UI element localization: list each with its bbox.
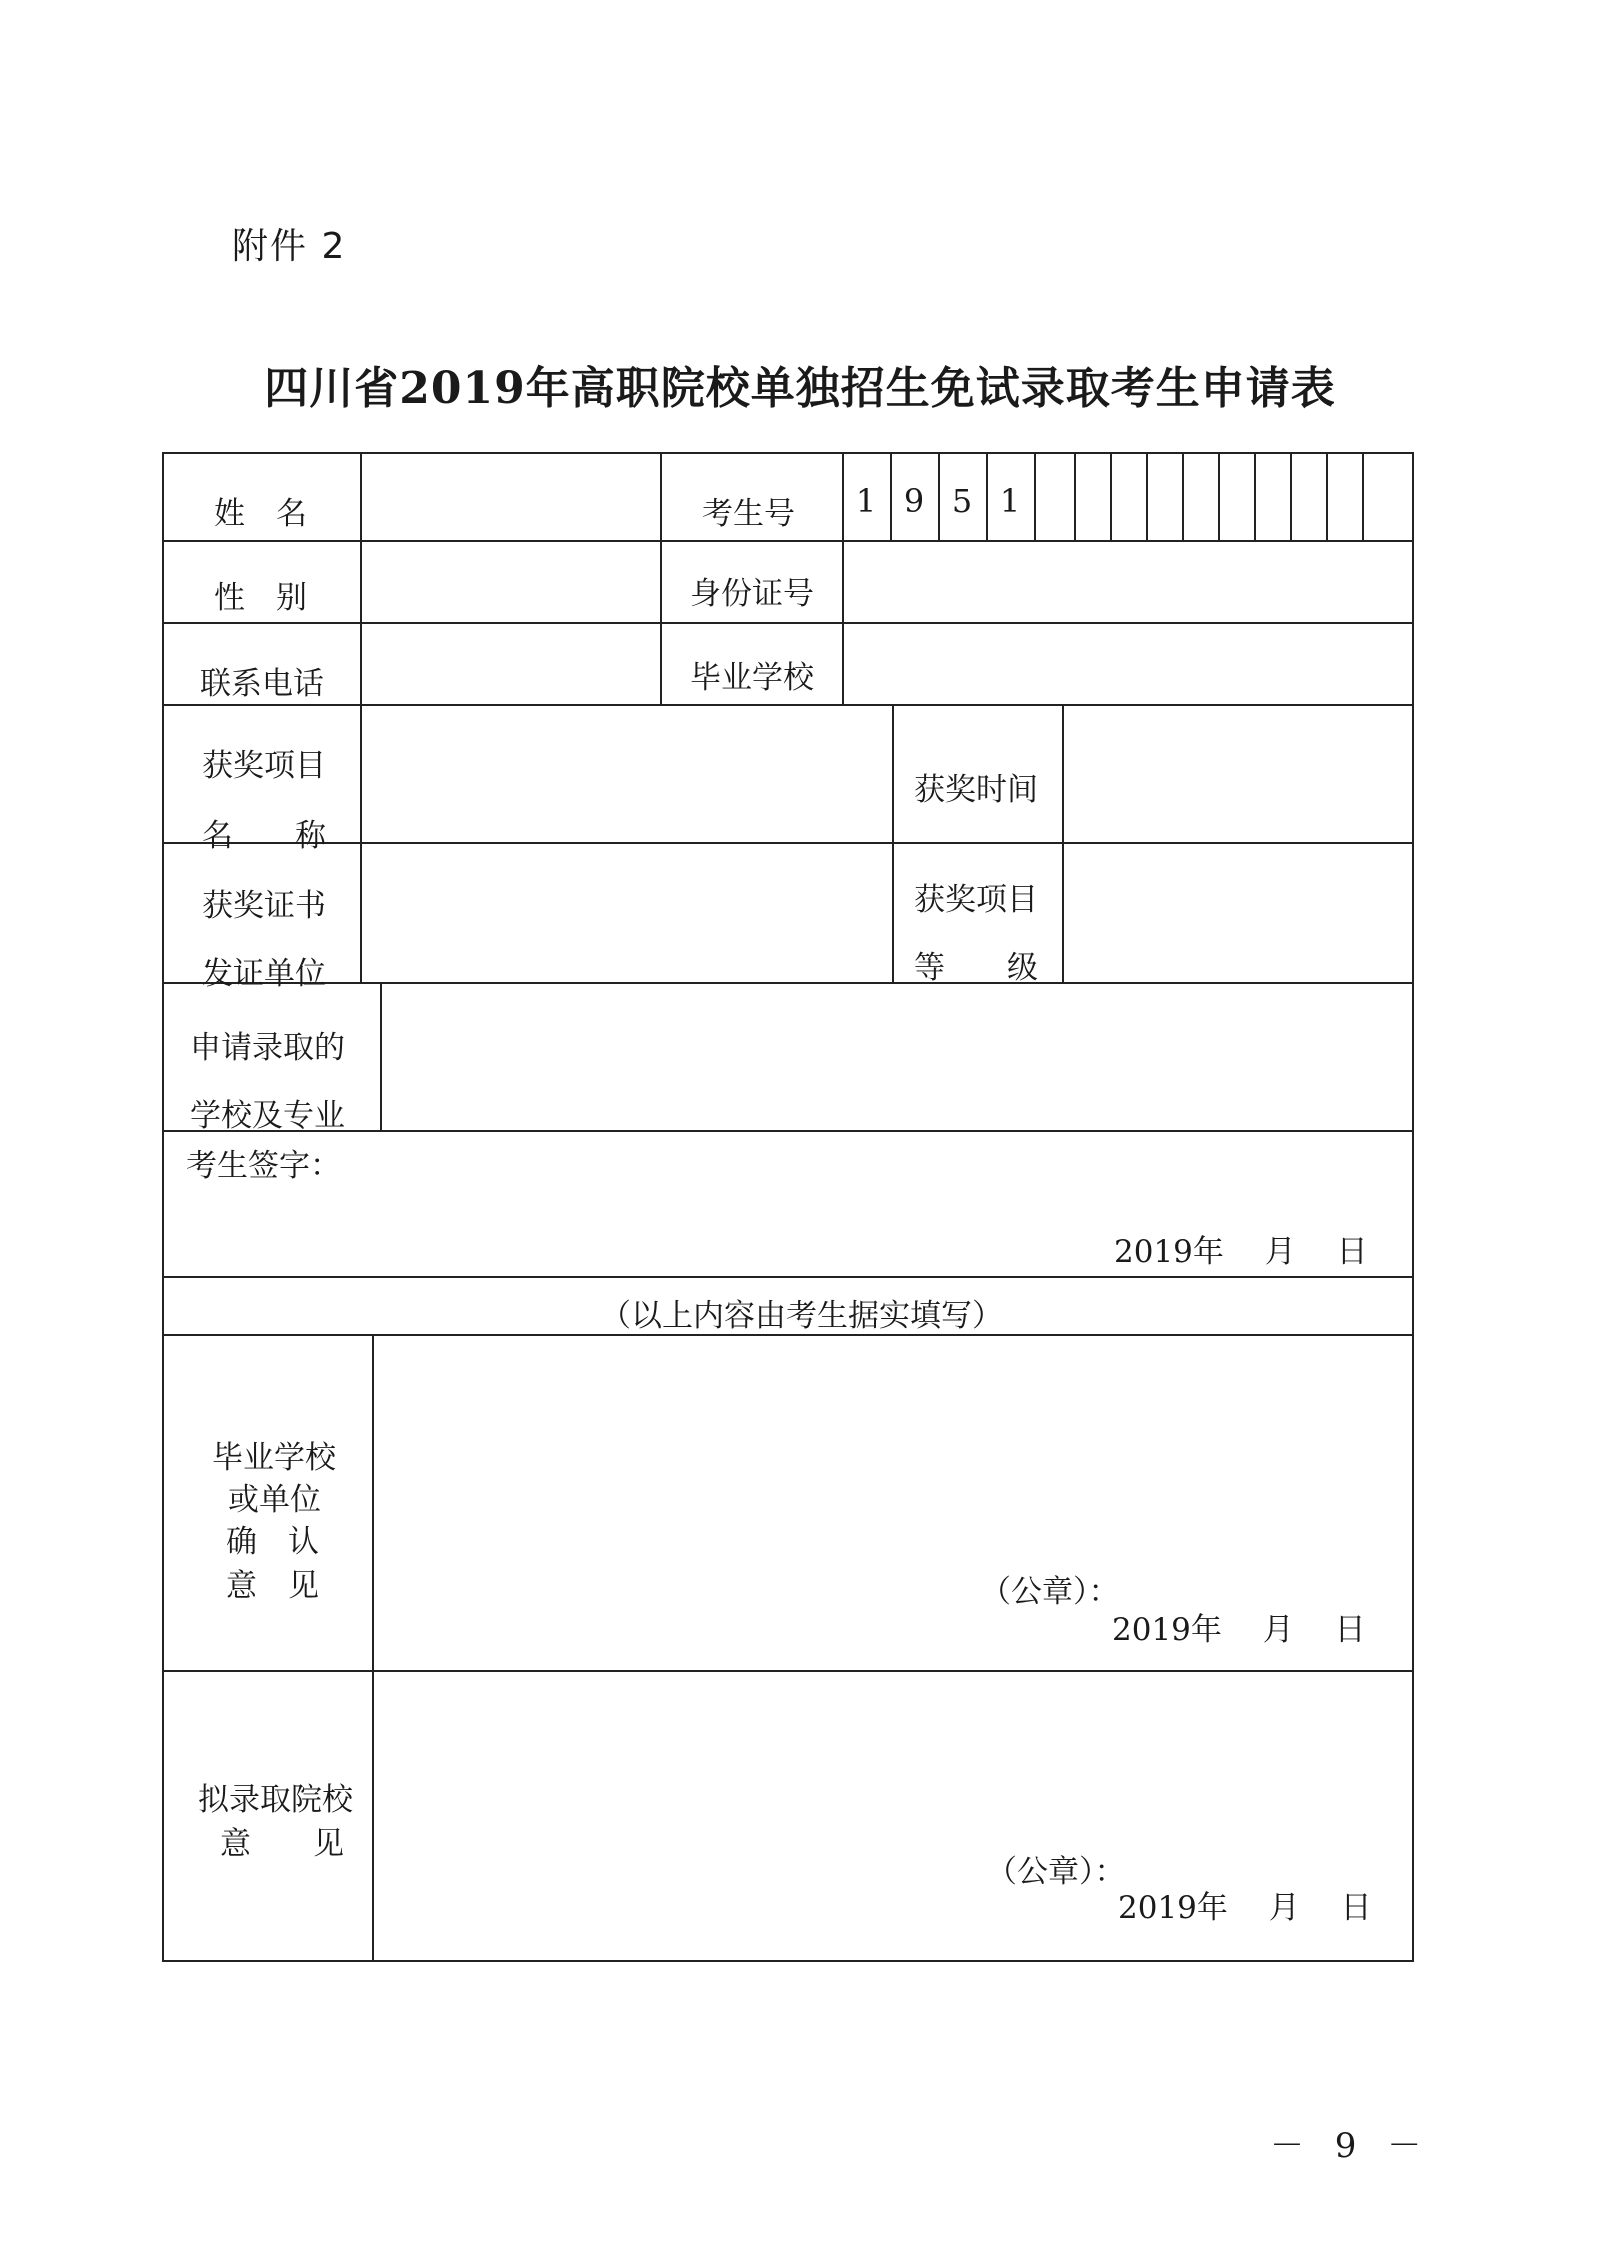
digit-box-line <box>1146 452 1148 540</box>
apply-school-label: 申请录取的 <box>190 1030 345 1066</box>
col-line <box>380 982 382 1130</box>
table-border-bottom <box>162 1960 1414 1962</box>
grad-confirm-label: 确 认 <box>226 1524 319 1560</box>
exam-no-digit: 1 <box>855 482 877 520</box>
row-line <box>162 540 1414 542</box>
grad-confirm-seal: （公章）： <box>980 1574 1120 1610</box>
attachment-label: 附件 2 <box>232 226 347 267</box>
award-time-label: 获奖时间 <box>914 772 1038 808</box>
digit-box-line <box>1074 452 1076 540</box>
cert-issuer-label: 发证单位 <box>202 956 326 992</box>
cert-issuer-label: 获奖证书 <box>202 888 326 924</box>
admit-opinion-date: 2019年 月 日 <box>1118 1890 1372 1926</box>
digit-box-line <box>1326 452 1328 540</box>
signature-label: 考生签字： <box>186 1148 341 1184</box>
gender-label: 性 别 <box>214 580 307 616</box>
grad-confirm-label: 意 见 <box>226 1568 319 1604</box>
col-line <box>1062 704 1064 982</box>
digit-box-line <box>1290 452 1292 540</box>
school-label: 毕业学校 <box>690 660 814 696</box>
table-border-left <box>162 452 164 1962</box>
row-line <box>162 1130 1414 1132</box>
digit-box-line <box>1110 452 1112 540</box>
row-line <box>162 622 1414 624</box>
name-label: 姓 名 <box>214 496 307 532</box>
row-line <box>162 982 1414 984</box>
award-name-label: 名 称 <box>202 818 326 854</box>
table-border-top <box>162 452 1414 454</box>
exam-no-label: 考生号 <box>702 496 795 532</box>
digit-box-line <box>1034 452 1036 540</box>
row-line <box>162 842 1414 844</box>
digit-box-line <box>1362 452 1364 540</box>
id-number-label: 身份证号 <box>690 576 814 612</box>
admit-opinion-seal: （公章）： <box>986 1854 1126 1890</box>
apply-school-label: 学校及专业 <box>190 1098 345 1134</box>
col-line <box>360 452 362 982</box>
admit-opinion-label: 意 见 <box>220 1826 344 1862</box>
table-border-right <box>1412 452 1414 1962</box>
digit-box-line <box>1254 452 1256 540</box>
digit-box-line <box>1218 452 1220 540</box>
page-number: － 9 － <box>1270 2126 1432 2166</box>
row-line <box>162 1670 1414 1672</box>
grad-confirm-date: 2019年 月 日 <box>1112 1612 1366 1648</box>
col-line <box>892 704 894 982</box>
form-title: 四川省2019年高职院校单独招生免试录取考生申请表 <box>264 363 1336 414</box>
col-line <box>660 452 662 704</box>
exam-no-digit: 1 <box>999 482 1021 520</box>
exam-no-digit: 5 <box>951 482 973 520</box>
digit-box-line <box>1182 452 1184 540</box>
grad-confirm-label: 毕业学校 <box>212 1440 336 1476</box>
form-note: （以上内容由考生据实填写） <box>600 1298 1003 1334</box>
signature-date: 2019年 月 日 <box>1114 1234 1368 1270</box>
grad-confirm-label: 或单位 <box>228 1482 321 1518</box>
row-line <box>162 1276 1414 1278</box>
award-level-label: 获奖项目 <box>914 882 1038 918</box>
row-line <box>162 704 1414 706</box>
admit-opinion-label: 拟录取院校 <box>198 1782 353 1818</box>
award-level-label: 等 级 <box>914 950 1038 986</box>
exam-no-digit: 9 <box>903 482 925 520</box>
award-name-label: 获奖项目 <box>202 748 326 784</box>
col-line <box>372 1334 374 1960</box>
phone-label: 联系电话 <box>200 666 324 702</box>
